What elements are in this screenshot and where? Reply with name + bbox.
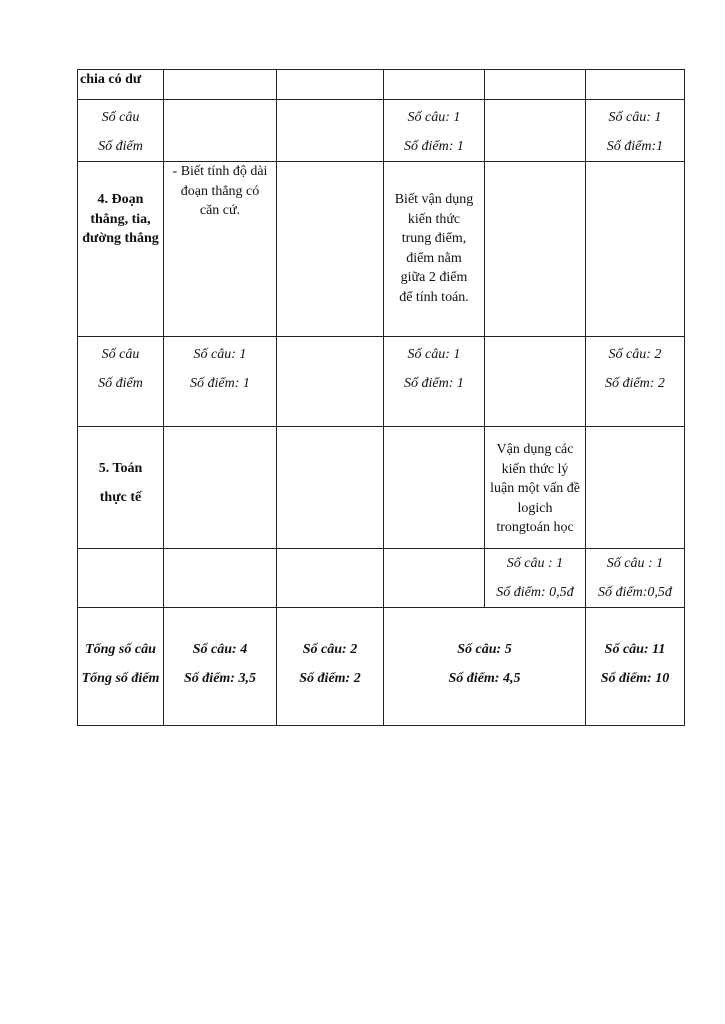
so-cau-value: Số câu: 2 — [302, 642, 358, 657]
row-counts-topic4 — [78, 337, 685, 427]
topic-title: thực tế — [99, 490, 142, 505]
nhan-biet-desc — [164, 162, 277, 337]
topic-title: 5. Toán — [98, 461, 143, 476]
so-diem-value: Số điểm:1 — [606, 139, 664, 154]
so-diem-value: Số điểm: 10 — [600, 671, 670, 686]
tong-counts — [586, 100, 685, 162]
topic-cell — [78, 162, 164, 337]
so-diem-value: Số điểm: 1 — [404, 376, 464, 391]
counts-label-cell — [78, 100, 164, 162]
nhan-biet-counts — [164, 337, 277, 427]
empty-cell — [277, 100, 384, 162]
row-chia-co-du — [78, 70, 685, 100]
description: Vận dụng các kiến thức lý luận một vấn đề logich trongtoán học — [490, 442, 580, 535]
row-topic5 — [78, 427, 685, 549]
description: Biết vận dụng kiến thức trung điểm, điểm nằm giữa 2 điểm để tính toán. — [394, 192, 474, 305]
so-cau-value: Số câu: 4 — [192, 642, 248, 657]
so-diem-value: Số điểm:0,5đ — [598, 585, 672, 600]
row-counts-topic3 — [78, 100, 685, 162]
so-diem-value: Số điểm: 1 — [190, 376, 250, 391]
empty-cell — [277, 70, 384, 100]
so-cau-value: Số câu: 2 — [608, 347, 662, 362]
description: - Biết tính độ dài đoạn thẳng có căn cứ. — [172, 164, 268, 218]
empty-cell — [384, 427, 485, 549]
so-diem-value: Số điểm: 4,5 — [448, 671, 521, 686]
empty-cell — [277, 337, 384, 427]
so-cau-label: Số câu — [101, 347, 140, 362]
empty-cell — [384, 549, 485, 608]
so-cau-value: Số câu: 1 — [608, 110, 662, 125]
row-topic4 — [78, 162, 685, 337]
tong-total — [586, 608, 685, 726]
van-dung-cao-desc — [485, 427, 586, 549]
so-cau-value: Số câu : 1 — [606, 556, 664, 571]
so-diem-value: Số điểm: 0,5đ — [496, 585, 574, 600]
topic-cell — [78, 70, 164, 100]
empty-cell — [485, 162, 586, 337]
empty-cell — [164, 427, 277, 549]
empty-cell — [164, 100, 277, 162]
empty-cell — [485, 70, 586, 100]
empty-cell — [277, 427, 384, 549]
topic-title: 4. Đoạn thẳng, tia, đường thẳng — [82, 192, 159, 246]
so-diem-value: Số điểm: 3,5 — [184, 671, 256, 686]
so-cau-value: Số câu : 1 — [506, 556, 564, 571]
tong-counts — [586, 337, 685, 427]
so-cau-value: Số câu: 1 — [407, 110, 461, 125]
van-dung-counts — [384, 337, 485, 427]
tong-counts — [586, 549, 685, 608]
row-totals — [78, 608, 685, 726]
exam-matrix-table — [77, 69, 685, 726]
row-counts-topic5 — [78, 549, 685, 608]
empty-cell — [586, 162, 685, 337]
nhan-biet-total — [164, 608, 277, 726]
van-dung-cao-counts — [485, 549, 586, 608]
empty-cell — [164, 70, 277, 100]
empty-cell — [277, 162, 384, 337]
tong-so-diem-label: Tổng số điểm — [81, 671, 160, 686]
empty-cell — [277, 549, 384, 608]
so-cau-value: Số câu: 5 — [457, 642, 512, 657]
so-cau-value: Số câu: 1 — [407, 347, 461, 362]
topic-label: chia có dư — [80, 72, 142, 87]
van-dung-total — [384, 608, 586, 726]
thong-hieu-total — [277, 608, 384, 726]
so-cau-value: Số câu: 11 — [604, 642, 666, 657]
empty-cell — [384, 70, 485, 100]
empty-cell — [485, 100, 586, 162]
empty-cell — [78, 549, 164, 608]
so-diem-label: Số điểm — [98, 376, 143, 391]
empty-cell — [586, 70, 685, 100]
so-cau-value: Số câu: 1 — [193, 347, 247, 362]
empty-cell — [586, 427, 685, 549]
empty-cell — [485, 337, 586, 427]
so-diem-label: Số điểm — [98, 139, 143, 154]
van-dung-counts — [384, 100, 485, 162]
van-dung-desc — [384, 162, 485, 337]
counts-label-cell — [78, 337, 164, 427]
topic-cell — [78, 427, 164, 549]
so-diem-value: Số điểm: 2 — [605, 376, 665, 391]
so-diem-value: Số điểm: 1 — [404, 139, 464, 154]
so-diem-value: Số điểm: 2 — [299, 671, 361, 686]
so-cau-label: Số câu — [101, 110, 140, 125]
total-label-cell — [78, 608, 164, 726]
tong-so-cau-label: Tổng số câu — [85, 642, 156, 657]
empty-cell — [164, 549, 277, 608]
